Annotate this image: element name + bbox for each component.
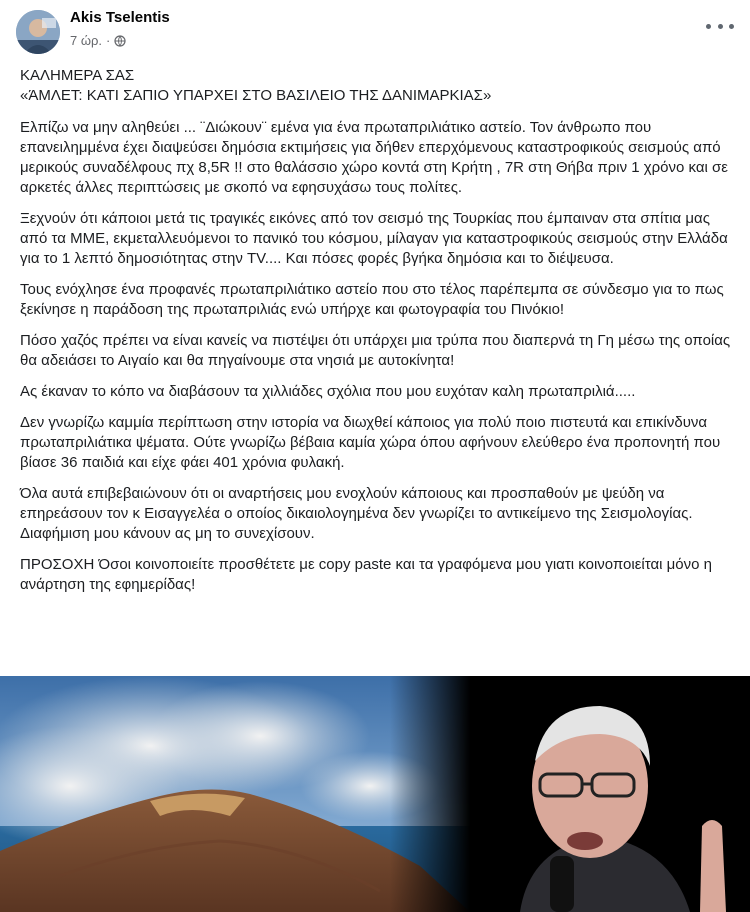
paragraph: Ας έκαναν το κόπο να διαβάσουν τα χιλλιάδες σχόλια που μου ευχόταν καλη πρωταπριλιά..... [20, 383, 636, 400]
paragraph: Πόσο χαζός πρέπει να είναι κανείς να πιστέψει ότι υπάρχει μια τρύπα που διαπερνά τη Γη μέσω της οποίας θα αδειάσει το Αιγαίο και θα πηγαίνουμε στα νησιά με αυτοκίνητα! [20, 332, 731, 369]
headline: «ΆΜΛΕΤ: ΚΑΤΙ ΣΑΠΙΟ ΥΠΑΡΧΕΙ ΣΤΟ ΒΑΣΙΛΕΙΟ ΤΗΣ ΔΑΝΙΜΑΡΚΙΑΣ» [20, 87, 492, 104]
greeting: ΚΑΛΗΜΕΡΑ ΣΑΣ [20, 67, 135, 84]
paragraph: Ξεχνούν ότι κάποιοι μετά τις τραγικές εικόνες από τον σεισμό της Τουρκίας που έμπαιναν στα σπίτια μας από τα ΜΜΕ, εκμεταλλευόμενοι το πανικό του κόσμου, μίλαγαν για καταστροφικούς σεισμούς στην Ελλάδα για το 1 λεπτό δημοσιότητας στην TV.... Και πόσες φορές βγήκα δημόσια και το διέψευσα. [20, 210, 728, 267]
author-name[interactable]: Akis Tselentis [70, 9, 170, 26]
paragraph: Όλα αυτά επιβεβαιώνουν ότι οι αναρτήσεις μου ενοχλούν κάποιους και προσπαθούν με ψεύδη να επηρεάσουν τον κ Εισαγγελέα ο οποίος δικαιολογημένα δεν γνωρίζει το αντικείμενο της Σεισμολογίας. Διαφήμιση μου κάνουν ας μη το συνεχίσουν. [20, 485, 693, 542]
post-image[interactable] [0, 676, 750, 912]
avatar[interactable] [16, 10, 60, 54]
globe-icon[interactable] [114, 35, 126, 47]
post-time[interactable]: 7 ώρ. [70, 33, 102, 48]
paragraph: Δεν γνωρίζω καμμία περίπτωση στην ιστορία να διωχθεί κάποιος για πολύ ποιο πιστευτά και επικίνδυνα πρωταπριλιάτικα ψέματα. Ούτε γνωρίζω βέβαια καμία χώρα όπου αφήνουν ελεύθερο ένα προπονητή που βίασε 36 παιδιά και είχε φάει 401 χρόνια φυλακή. [20, 414, 721, 471]
paragraph: Ελπίζω να μην αληθεύει ... ¨Διώκουν¨ εμένα για ένα πρωταπριλιάτικο αστείο. Τον άνθρωπο που επανειλημμένα έχει διαψεύσει δημόσια εκτιμήσεις για δήθεν επερχόμενους καταστροφικούς σεισμούς από μερικούς συναδέλφους πχ 8,5R !! στο θαλάσσιο χώρο κοντά στη Κρήτη , 7R στη Θήβα πριν 1 χρόνο και σε αρκετές άλλες περιπτώσεις με σκοπό να εφησυχάσω τους πολίτες. [20, 119, 728, 196]
post-intro [20, 66, 732, 106]
paragraph: Τους ενόχλησε ένα προφανές πρωταπριλιάτικο αστείο που στο τέλος παρέπεμπα σε σύνδεσμο για το πως ξεκίνησε η παράδοση της πρωταπριλιάς ενώ υπήρχε και φωτογραφία του Πινόκιο! [20, 281, 724, 318]
paragraph: ΠΡΟΣΟΧΗ Όσοι κοινοποιείτε προσθέτετε με copy paste και τα γραφόμενα μου γιατι κοινοποιείται μόνο η ανάρτηση της εφημερίδας! [20, 556, 712, 593]
post-header [0, 0, 750, 66]
post-meta [70, 33, 126, 48]
meta-separator: · [106, 33, 111, 48]
more-options-icon[interactable] [706, 18, 734, 34]
post-text [20, 66, 732, 606]
